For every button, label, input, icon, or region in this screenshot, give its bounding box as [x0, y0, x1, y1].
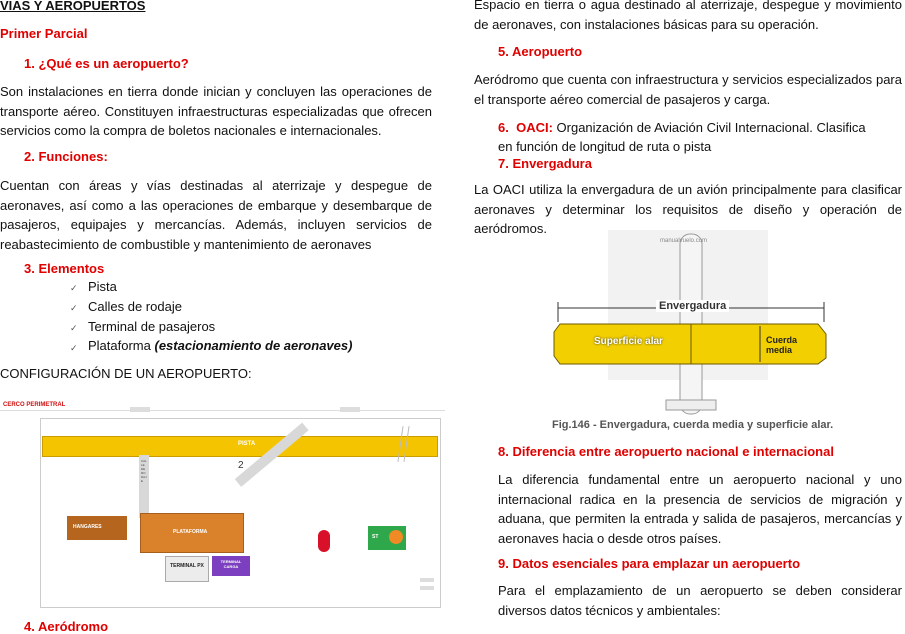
- st-label: ST: [372, 534, 379, 540]
- stair-mark: [420, 586, 434, 590]
- section-1-heading: 1. ¿Qué es un aeropuerto?: [24, 56, 189, 71]
- terminal-carga: [212, 556, 250, 576]
- section-8-heading: 8. Diferencia entre aeropuerto nacional e internacional: [498, 444, 834, 459]
- terminal-carga-label: TERMINAL CARGA: [220, 559, 242, 569]
- element-4-prefix: Plataforma: [88, 338, 155, 353]
- section-8-text: La diferencia fundamental entre un aeropuerto nacional y uno internacional radica en la presencia de servicios de migración y aduana, que permiten la entrada y salida de pasajeros, mercancías y aeronaves hacia o desde otros países.: [498, 472, 902, 546]
- plataforma-label: PLATAFORMA: [173, 529, 208, 535]
- st-tower-icon: [389, 530, 403, 544]
- section-2-heading: 2. Funciones:: [24, 149, 108, 164]
- section-3-heading: 3. Elementos: [24, 261, 105, 276]
- section-6-text: Organización de Aviación Civil Internacional. Clasifica en función de longitud de ruta o pista: [498, 120, 866, 154]
- element-item: [88, 338, 352, 353]
- bullet-icon: ✓: [70, 283, 78, 293]
- runway: [42, 436, 438, 457]
- section-5-heading: 5. Aeropuerto: [498, 44, 583, 59]
- section-5-text: Aeródromo que cuenta con infraestructura y servicios especializados para el transporte aéreo comercial de pasajeros y carga.: [474, 72, 902, 107]
- superficie-alar-label: Superficie alar: [594, 336, 663, 347]
- section-7-heading: 7. Envergadura: [498, 156, 592, 171]
- figure-watermark: manualvuelo.com: [660, 238, 708, 244]
- section-4-heading: 4. Aeródromo: [24, 619, 109, 634]
- hangares: [67, 516, 127, 540]
- section-6-term: OACI:: [516, 120, 553, 135]
- element-item: Pista: [88, 279, 117, 294]
- terminal-pasajeros: [165, 556, 209, 582]
- number-2-label: 2: [238, 460, 244, 471]
- hangares-label: HANGARES: [73, 524, 102, 530]
- bullet-icon: ✓: [70, 343, 78, 353]
- section-2-text: Cuentan con áreas y vías destinadas al aterrizaje y despegue de aeronaves, así como a las operaciones de embarque y desembarque de pasajeros, equipajes y mercancías. Además, incluyen servicios de reabastecimiento de combustible y mantenimiento de aeronaves: [0, 178, 432, 252]
- section-1-text: Son instalaciones en tierra donde inician y concluyen las operaciones de transporte aéreo. Constituyen infraestructuras especializadas que ofrecen servicios como la compra de boletos nacionales e internacionales.: [0, 84, 432, 138]
- terminal-px-label: TERMINAL PX: [170, 563, 204, 569]
- section-4-text: Espacio en tierra o agua destinado al aterrizaje, despegue y movimiento de aeronaves, con instalaciones básicas para su operación.: [474, 0, 902, 32]
- doc-title: VIAS Y AEROPUERTOS: [0, 0, 146, 13]
- section-7-text: La OACI utiliza la envergadura de un avión principalmente para clasificar aeronaves y determinar los requisitos de diseño y operación de aeródromos.: [474, 182, 902, 236]
- bullet-icon: ✓: [70, 323, 78, 333]
- st-building: [368, 526, 406, 550]
- tail: [666, 400, 716, 410]
- section-9-text: Para el emplazamiento de un aeropuerto se deben considerar diversos datos técnicos y ambientales:: [498, 583, 902, 618]
- taxiway-label: CALLE DE RODAJE: [141, 459, 147, 483]
- envergadura-label: Envergadura: [656, 300, 729, 312]
- stair-mark: [420, 578, 434, 582]
- airplane-top-view: [548, 224, 838, 436]
- element-item: Terminal de pasajeros: [88, 319, 216, 334]
- fuel-tank-icon: [318, 530, 330, 552]
- element-4-emph: (estacionamiento de aeronaves): [154, 338, 353, 353]
- figure-caption: Fig.146 - Envergadura, cuerda media y superficie alar.: [552, 419, 834, 431]
- perimeter-label: CERCO PERIMETRAL: [3, 402, 66, 408]
- section-6-number: 6.: [498, 120, 509, 135]
- runway-label: PISTA: [238, 441, 256, 447]
- element-item: Calles de rodaje: [88, 299, 182, 314]
- taxiway-vertical: [139, 455, 149, 518]
- wingspan-figure: [548, 224, 838, 436]
- top-edge-line: [0, 410, 445, 411]
- bullet-icon: ✓: [70, 303, 78, 313]
- plataforma: [140, 513, 244, 553]
- config-heading: CONFIGURACIÓN DE UN AEROPUERTO:: [0, 366, 252, 381]
- section-9-heading: 9. Datos esenciales para emplazar un aeropuerto: [498, 556, 801, 571]
- cuerda-media-label: Cuerda media: [766, 335, 798, 355]
- airport-diagram: [0, 398, 445, 612]
- subtitle: Primer Parcial: [0, 26, 88, 41]
- gate-mark: [130, 407, 150, 412]
- section-6: [498, 118, 878, 156]
- gate-mark: [340, 407, 360, 412]
